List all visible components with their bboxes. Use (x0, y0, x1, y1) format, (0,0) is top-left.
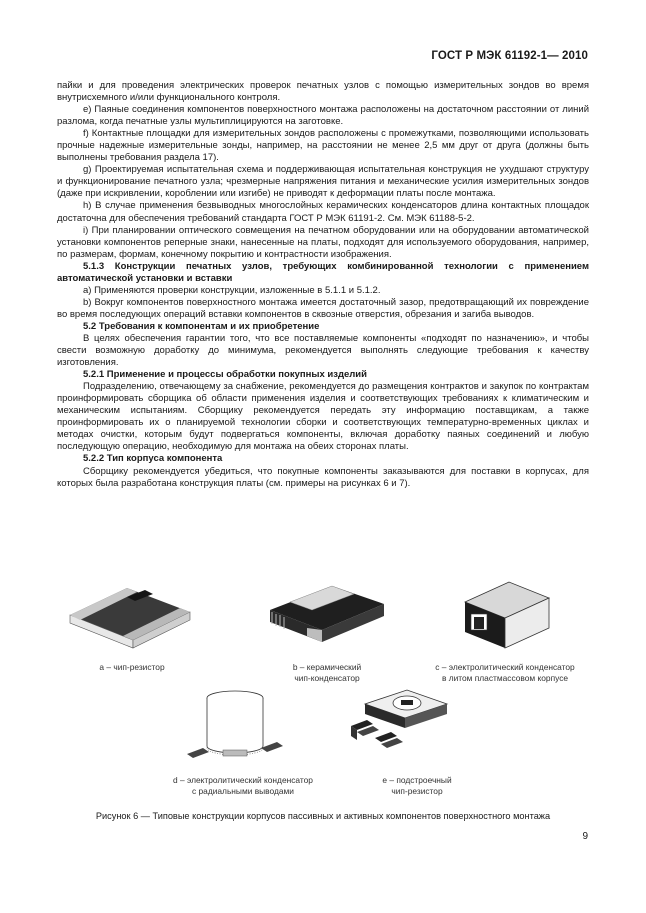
paragraph-item-b: b) Вокруг компонентов поверхностного монтажа имеется достаточный зазор, предотвращающий их повреждение во время последующих операций вставки компонентов в сквозные отверстия, обрезания и загиба выводов. (57, 296, 589, 320)
radial-electrolytic-capacitor-illustration (185, 688, 285, 768)
paragraph-item-h: h) В случае применения безвыводных многослойных керамических конденсаторов длина контактных площадок достаточна для обеспечения требований стандарта ГОСТ Р МЭК 61191-2. См. МЭК 61188-5-2. (57, 200, 589, 224)
paragraph-item-e: е) Паяные соединения компонентов поверхностного монтажа расположены на достаточном расстоянии от линий разлома, когда печатные узлы мультиплицируются на заготовке. (57, 104, 589, 128)
figure-caption: Рисунок 6 — Типовые конструкции корпусов пассивных и активных компонентов поверхностного монтажа (95, 811, 551, 821)
label-b-line1: b – керамический (292, 662, 362, 672)
trimmer-chip-resistor-illustration (347, 686, 457, 756)
section-heading-5-2-2: 5.2.2 Тип корпуса компонента (83, 453, 223, 465)
figure-6 (57, 570, 589, 810)
paragraph-5-2-2: Сборщику рекомендуется убедиться, что покупные компоненты заказываются для поставки в корпусах, для которых была разработана конструкция платы (см. примеры на рисунках 6 и 7). (57, 465, 589, 489)
section-heading-5-1-3: 5.1.3 Конструкции печатных узлов, требующих комбинированной технологии с применением автоматической установки и вставки (57, 260, 589, 284)
label-a: а – чип-резистор (99, 662, 165, 672)
paragraph-item-f: f) Контактные площадки для измерительных зондов расположены с промежутками, позволяющими использовать прочные надежные измерительные зонды, например, на расстоянии не менее 2,5 мм друг от друга (должны быть выполнены требования раздела 17). (57, 128, 589, 164)
paragraph-item-a: а) Применяются проверки конструкции, изложенные в 5.1.1 и 5.1.2. (83, 284, 381, 296)
body-text (57, 80, 589, 490)
chip-resistor-illustration (65, 580, 195, 650)
paragraph-item-i: i) При планировании оптического совмещения на печатном оборудовании или на оборудовании автоматической установки компонентов реперные знаки, нанесенные на платы, подходят для используемого оборудования, например, по размерам, формам, конечному покрытию и контрастности изображения. (57, 224, 589, 260)
ceramic-capacitor-illustration (262, 578, 392, 648)
label-c-line2: в литом пластмассовом корпусе (441, 673, 569, 683)
label-b-line2: чип-конденсатор (294, 673, 360, 683)
label-d-line2: с радиальными выводами (192, 786, 294, 796)
molded-electrolytic-capacitor-illustration (459, 572, 559, 652)
label-e-line2: чип-резистор (391, 786, 443, 796)
label-c-line1: с – электролитический конденсатор (435, 662, 575, 672)
page-number: 9 (582, 831, 588, 842)
paragraph-5-2-intro: В целях обеспечения гарантии того, что все поставляемые компоненты «подходят по назначению», и чтобы свести возможную доработку до минимума, рекомендуется выполнять следующие требования к качеству изготовления. (57, 332, 589, 369)
paragraph-item-g: g) Проектируемая испытательная схема и поддерживающая испытательная конструкция не ухудшают структуру и функционирование печатного узла; чрезмерные напряжения питания и механические усилия измерительных зондов (даже при искривлении, короблении или изгибе) не приводят к деформации платы после монтажа. (57, 164, 589, 200)
label-d-line1: d – электролитический конденсатор (173, 775, 313, 785)
section-heading-5-2: 5.2 Требования к компонентам и их приобретение (83, 320, 320, 332)
section-heading-5-2-1: 5.2.1 Применение и процессы обработки покупных изделий (83, 369, 367, 381)
document-code-header: ГОСТ Р МЭК 61192-1— 2010 (431, 50, 588, 62)
label-e-line1: е – подстроечный (382, 775, 452, 785)
paragraph-continuation: пайки и для проведения электрических проверок печатных узлов с помощью измерительных зондов во время внутрисхемного и/или функционального контроля. (57, 80, 589, 104)
paragraph-5-2-1: Подразделению, отвечающему за снабжение, рекомендуется до размещения контрактов и закупок по контрактам проинформировать сборщика об области применения изделия и соответствующих требованиях к климатическим и механическим испытаниям. Сборщику рекомендуется передать эту информацию поставщикам, а также проинформировать их о планируемой технологии сборки и соответствующих температурно-временных циклах и методах очистки, которым будут подвергаться компоненты, включая доработку паяных соединений и любую последующую операцию, необходимую для монтажа на обеих сторонах платы. (57, 381, 589, 453)
